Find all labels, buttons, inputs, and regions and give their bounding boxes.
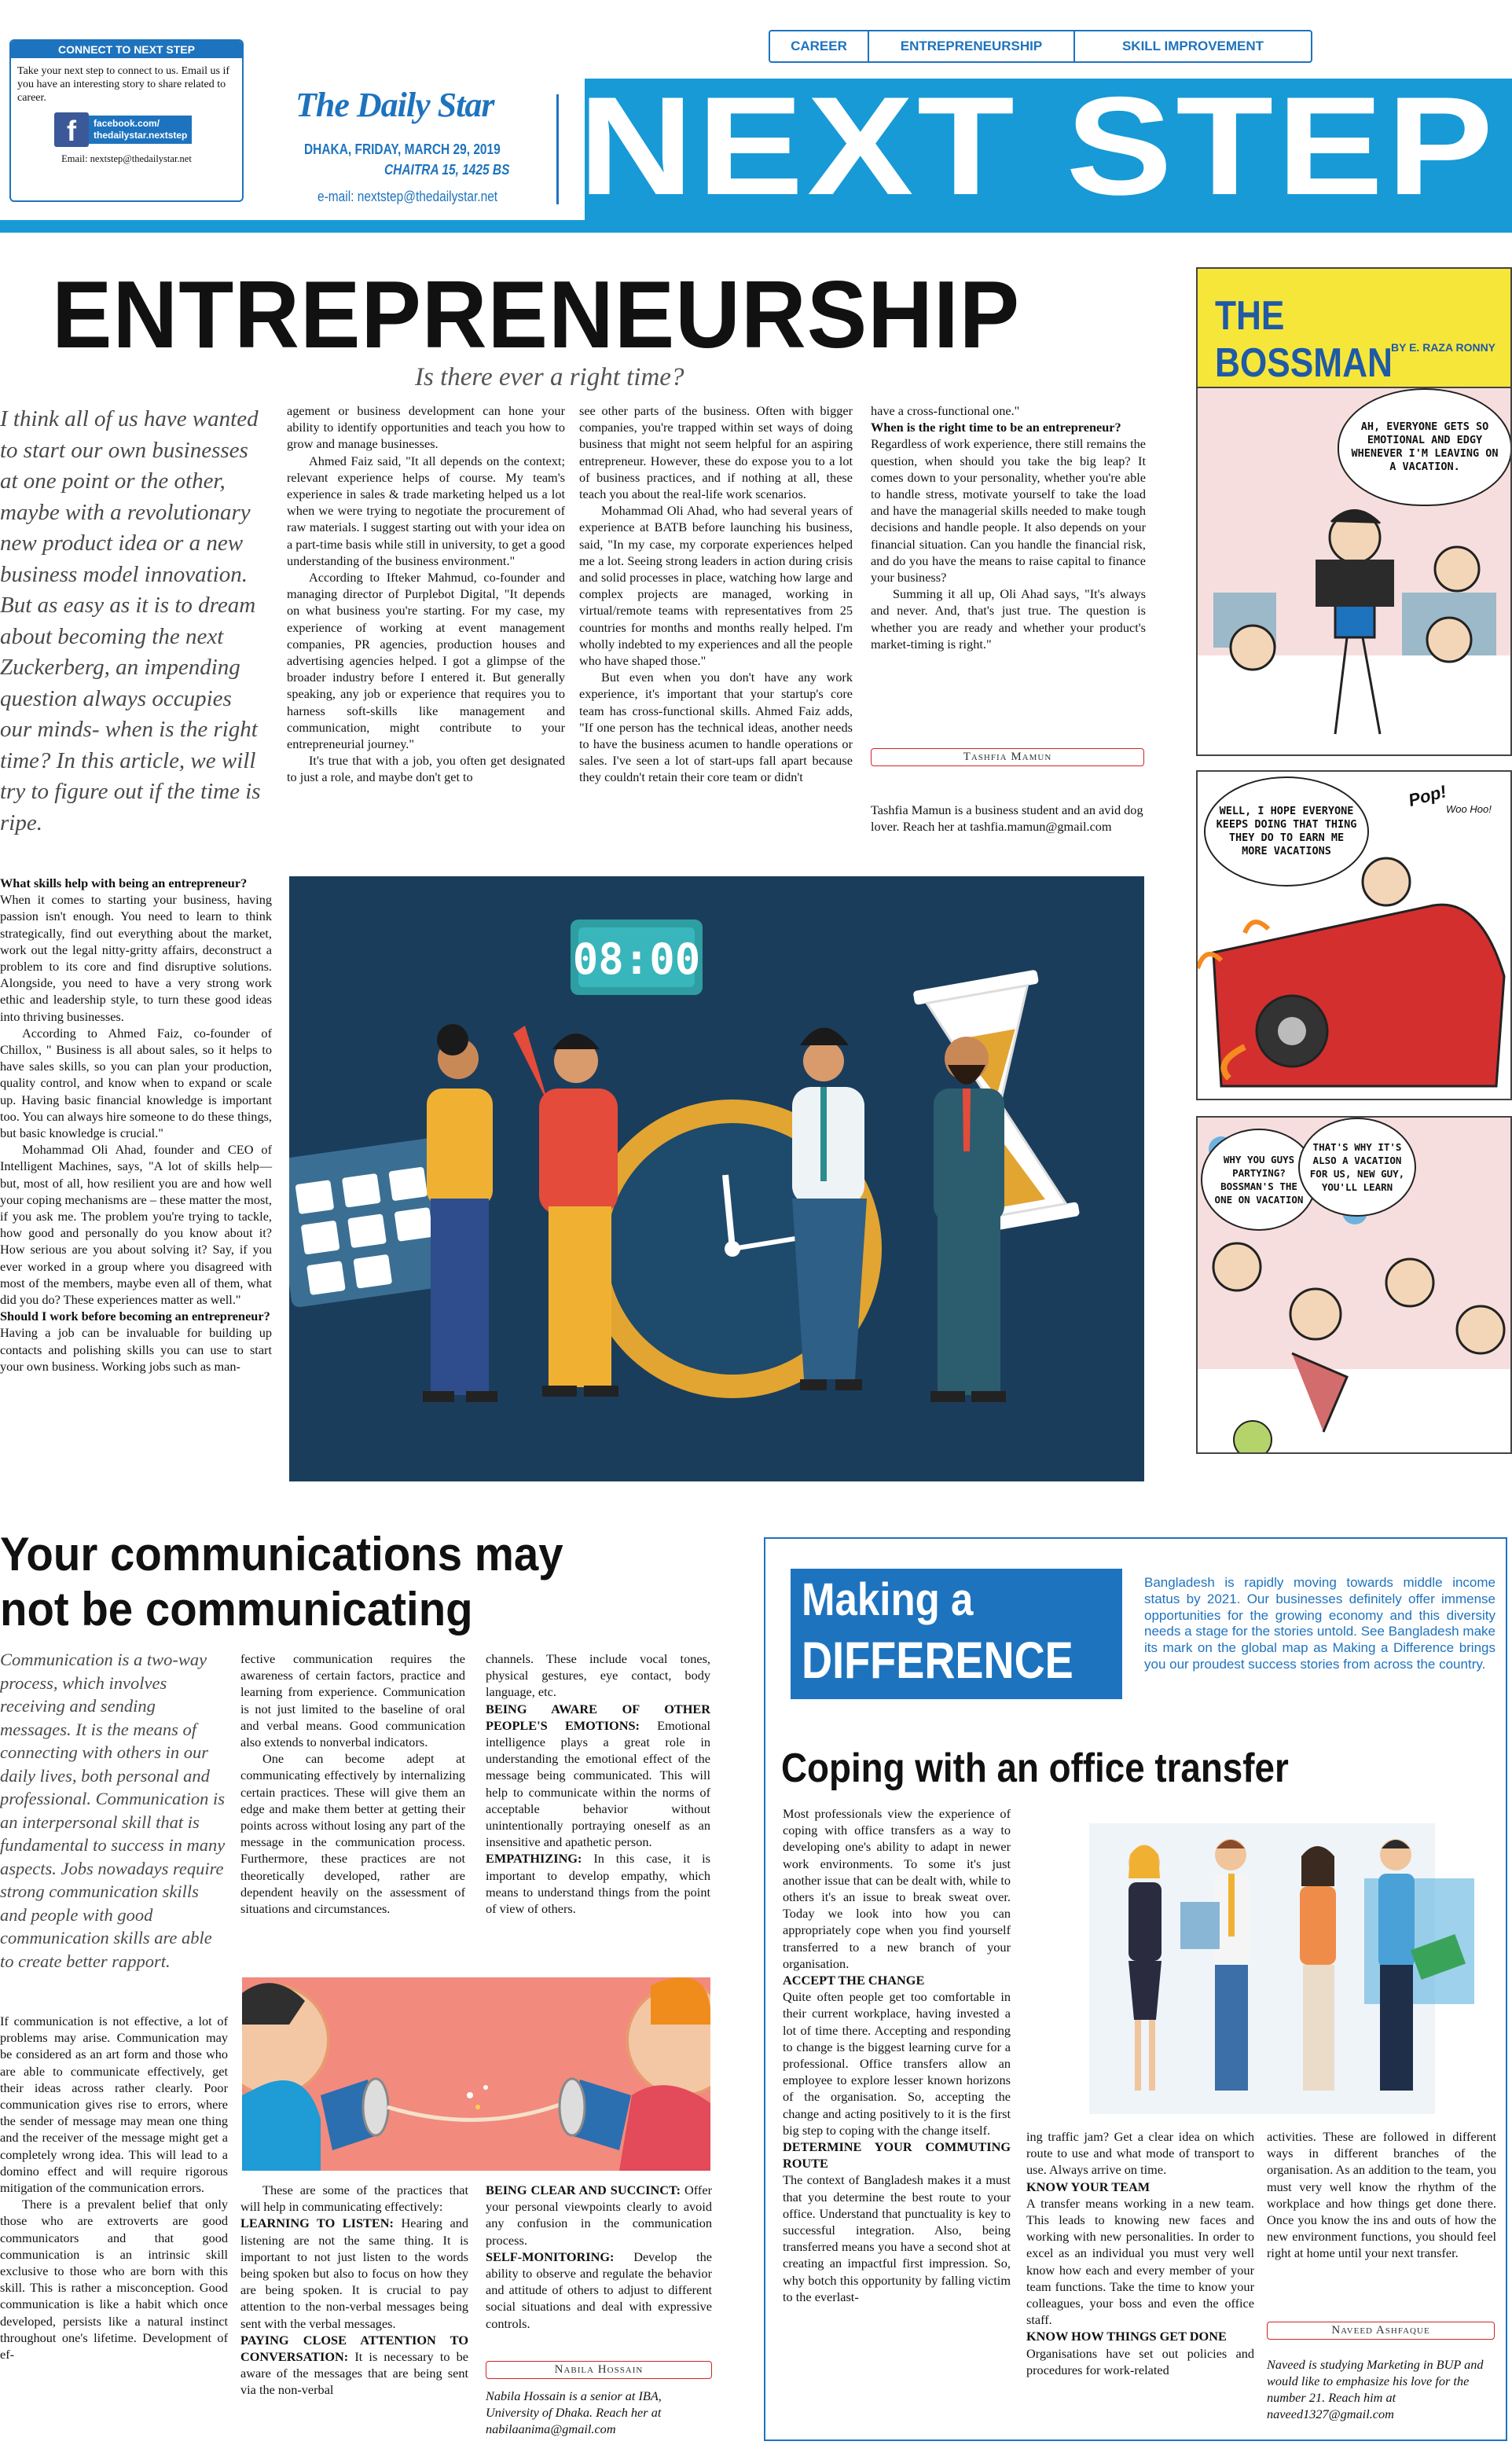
comm-paragraph: If communication is not effective, a lot of problems may arise. Communication may be considered as an art form and those who are able to communicate effectively, get their ideas across rather clearly. Poor communication gives rise to errors, where the sender of message may mean one thing and the receiver of the message might get a completely wrong idea. This will lead to a domino effect and will require rigorous mitigation of the communication errors. <box>0 2014 228 2196</box>
col2-paragraph: It's true that with a job, you often get designated to just a role, and maybe don't get to <box>287 753 565 785</box>
comm-heading: PAYING CLOSE ATTENTION TO CONVERSATION: <box>240 2332 468 2365</box>
col3-paragraph: see other parts of the business. Often with bigger companies, you're trapped within set ways of doing business that might not seem helpful for an aspiring entrepreneur. However, these do expose you to a lot of business practices, and if nothing at all, these teach you about the real-life work scenarios. <box>579 403 853 502</box>
comm-paragraph: It is necessary to be aware of the messages that are being sent via the non-verbal <box>240 2349 468 2398</box>
office-paragraph: Quite often people get too comfortable in their current workplace, having invested a lot of time there. Accepting and responding to change is the biggest learning curve for a professional. Office transfers allow an employee to explore lesser known horizons of the organisation. So, accepting the change and acting positively to it is the first big step to coping with the change itself. <box>783 1989 1011 2138</box>
byline-tashfia: Tashfia Mamun <box>871 748 1144 766</box>
communication-intro: Communication is a two-way process, which involves receiving and sending messages. It is the means of connecting with others in our daily lives, both personal and professional. Communication is an interpersonal skill that is fundamental to success in many aspects. Jobs nowadays require strong communication skills and people with good communication skills are able to create better rapport. <box>0 1650 226 1971</box>
office-paragraph: Organisations have set out policies and procedures for work-related <box>1026 2345 1254 2377</box>
comm-heading: SELF-MONITORING: <box>486 2249 615 2264</box>
byline-naveed: Naveed Ashfaque <box>1267 2322 1495 2340</box>
entrepreneurship-col3 <box>579 402 853 786</box>
connect-box-email[interactable]: Email: nextstep@thedailystar.net <box>61 153 192 164</box>
person-woman-white <box>792 1028 867 1391</box>
comm-paragraph: Hearing and listening are not the same thing. It is important to not just listen to the words being spoken but also to focus on how they are being spoken. It is crucial to pay attention to the non-verbal messages being sent with the verbal messages. <box>240 2216 468 2331</box>
bossman-title: THE BOSSMAN <box>1215 293 1393 386</box>
entrepreneurship-col2 <box>287 402 565 786</box>
col4-paragraph: have a cross-functional one." <box>871 403 1020 418</box>
comm-paragraph: In this case, it is important to develop empathy, which means to understand things from the point of view of others. <box>486 1851 710 1917</box>
connect-box-text: Take your next step to connect to us. Email us if you have an interesting story to share related to career. <box>17 65 230 104</box>
making-difference-blurb: Bangladesh is rapidly moving towards middle income status by 2021. Our businesses definitely offer immense opportunities for the growing economy and this diversity needs a stage for the stories untold. See Bangladesh make its mark on the global map as Making a Difference brings you our proudest success stories from across the country. <box>1144 1575 1495 1672</box>
comic-panel-3 <box>1196 1116 1512 1454</box>
comm-paragraph: These are some of the practices that will help in communicating effectively: <box>240 2183 468 2215</box>
person-man-red <box>513 1026 618 1397</box>
comm-heading: LEARNING TO LISTEN: <box>240 2216 394 2231</box>
tab-entrepreneurship[interactable]: ENTREPRENEURSHIP <box>869 30 1075 63</box>
communication-illustration <box>242 1977 710 2171</box>
person-woman-2 <box>1300 1846 1336 2091</box>
communication-title-line1: Your communications may <box>0 1528 563 1580</box>
comm-paragraph: fective communication requires the awareness of certain factors, practice and learning from experience. Communication is not just limited to the baseline of oral and verbal means. Good communication also extends to nonverbal indicators. <box>240 1651 465 1750</box>
byline-nabila: Nabila Hossain <box>486 2361 712 2379</box>
col1-paragraph: Having a job can be invaluable for building up contacts and polishing skills you can use to start your own business. Working jobs such as man- <box>0 1325 272 1374</box>
header-divider <box>556 94 559 204</box>
section-tabs <box>769 30 1312 63</box>
connect-box-title: CONNECT TO NEXT STEP <box>11 41 242 58</box>
col2-paragraph: According to Ifteker Mahmud, co-founder and managing director of Purplebot Digital, "It depends on what business you're starting. For my case, my experience of working at event management companies, PR agencies, production houses and advertising agencies helped. I got a glimpse of the broader industry before I entered it. But generally speaking, any job or experience that requires you to harness soft-skills like management and communication, might contribute to your entrepreneurial journey." <box>287 570 565 752</box>
speech-bubble-4: THAT'S WHY IT'S ALSO A VACATION FOR US, NEW GUY, YOU'LL LEARN <box>1298 1118 1416 1217</box>
bossman-author: BY E. RAZA RONNY <box>1391 341 1496 354</box>
facebook-icon: f <box>54 112 89 147</box>
office-heading: ACCEPT THE CHANGE <box>783 1973 925 1988</box>
col4-paragraph: Summing it all up, Oli Ahad says, "It's always and never. And, that's just true. The question is whether you are ready and whether your product's market-timing is right." <box>871 586 1146 652</box>
bio-nabila: Nabila Hossain is a senior at IBA, University of Dhaka. Reach her at nabilaanima@gmail.com <box>486 2388 662 2436</box>
col1-heading-skills: What skills help with being an entrepreneur? <box>0 876 248 890</box>
office-heading: DETERMINE YOUR COMMUTING ROUTE <box>783 2139 1011 2171</box>
comm-paragraph: One can become adept at communicating effectively by internalizing certain practices. These will give them an edge and make them better at getting their points across without losing any part of the message in the communication process. Furthermore, these practices are not theoretically developed, rather are dependent heavily on the assessment of situations and circumstances. <box>240 1751 465 1917</box>
comic-panel-1 <box>1196 387 1512 756</box>
tab-skill-improvement[interactable]: SKILL IMPROVEMENT <box>1075 30 1312 63</box>
tab-career[interactable]: CAREER <box>769 30 869 63</box>
office-col1 <box>783 1805 1011 2305</box>
bio-naveed: Naveed is studying Marketing in BUP and would like to emphasize his love for the number 21. Reach him at naveed1327@gmail.com <box>1267 2357 1484 2421</box>
facebook-line1: facebook.com/ <box>94 118 160 129</box>
entrepreneurship-col4 <box>871 402 1146 652</box>
header-email[interactable]: e-mail: nextstep@thedailystar.net <box>317 189 498 204</box>
comm-paragraph: Develop the ability to observe and regulate the behavior and attitude of others to adjust to different social situations and deal with expressive controls. <box>486 2249 712 2331</box>
office-heading: KNOW YOUR TEAM <box>1026 2179 1151 2194</box>
col3-paragraph: But even when you don't have any work experience, it's important that your startup's core team has cross-functional skills. Ahmed Faiz adds, "If one person has the technical ideas, another needs to have the business acumen to handle operations or sales. I've seen a lot of start-ups fall apart because they couldn't retain their core team or didn't <box>579 670 853 785</box>
comm-heading: BEING CLEAR AND SUCCINCT: <box>486 2183 681 2197</box>
comm-heading: BEING AWARE OF OTHER PEOPLE'S EMOTIONS: <box>486 1701 710 1733</box>
office-illustration <box>1026 1808 1498 2114</box>
masthead-title: NEXT STEP <box>578 68 1497 224</box>
comm-paragraph: channels. These include vocal tones, physical gestures, eye contact, body language, etc. <box>486 1651 710 1700</box>
office-transfer-title: Coping with an office transfer <box>781 1746 1289 1791</box>
office-paragraph: activities. These are followed in different ways in different branches of the organisation. As an addition to the team, you must very well know the rhythm of the workplace and how things get done there. Once you know the ins and outs of how the new environment functions, you should feel right at home until your next transfer. <box>1267 2129 1496 2261</box>
speech-bubble-3: WHY YOU GUYS PARTYING? BOSSMAN'S THE ONE ON VACATION <box>1201 1129 1317 1231</box>
entrepreneurship-subtitle: Is there ever a right time? <box>415 363 684 391</box>
comm-heading: EMPATHIZING: <box>486 1851 582 1867</box>
person-woman-left <box>423 1024 497 1402</box>
date-line-1: DHAKA, FRIDAY, MARCH 29, 2019 <box>304 141 501 157</box>
entrepreneurship-col1 <box>0 875 272 1375</box>
col1-paragraph: According to Ahmed Faiz, co-founder of Chillox, " Business is all about sales, so it helps to have sales skills, so you can plan your production, quality control, and know when to expand or scale up. Having basic financial knowledge is important too. You can always hire someone to do these things, but basic knowledge is crucial." <box>0 1025 272 1141</box>
col3-paragraph: Mohammad Oli Ahad, who had several years of experience at BATB before launching his business, said, "In my case, my corporate experiences helped me a lot. Seeing strong leaders in action during crisis and solid processes in place, watching how large and complex projects are managed, working in virtual/remote teams with representatives from 25 countries for months and months really helped. I'm wholly indebted to my experiences and all the people who have shaped those." <box>579 503 853 669</box>
connect-box <box>9 39 244 202</box>
communication-col3 <box>486 1650 710 1917</box>
col4-paragraph: Regardless of work experience, there still remains the question, when should you take the big leap? It comes down to your personality, whether you're able to handle stress, motivate yourself to take the load and have the managerial skills needed to make tough decisions and handle people. It also depends on your financial situation. Can you handle the financial risk, and do you have the means to raise capital to finance your business? <box>871 436 1146 586</box>
office-paragraph: The context of Bangladesh makes it a must that you determine the best route to your office. Understand that punctuality is key to successful integration. Also, being transferred means you have a second shot at creating an impactful first impression. So, why botch this opportunity by falling victim to the everlast- <box>783 2172 1011 2304</box>
entrepreneurship-illustration <box>289 876 1144 1481</box>
office-heading: KNOW HOW THINGS GET DONE <box>1026 2329 1227 2344</box>
bossman-comic <box>1196 267 1512 1489</box>
bio-tashfia: Tashfia Mamun is a business student and an avid dog lover. Reach her at tashfia.mamun@gmail.com <box>871 802 1143 834</box>
daily-star-logo: The Daily Star <box>295 86 494 124</box>
comm-paragraph: There is a prevalent belief that only those who are extroverts are good communicators and that good communication is an intrinsic skill exclusive to those who are born with this skill. This is rather a misconception. Good communication is like a habit which once developed, persists like a natural instinct throughout one's lifetime. Development of ef- <box>0 2197 228 2362</box>
office-paragraph: A transfer means working in a new team. This leads to knowing new faces and working with new personalities. In order to excel as an individual you must very well know how each and every member of your team functions. Take the time to know your colleagues, your boss and even the office staff. <box>1026 2195 1254 2328</box>
speech-bubble-1: AH, EVERYONE GETS SO EMOTIONAL AND EDGY WHENEVER I'M LEAVING ON A VACATION. <box>1338 388 1512 506</box>
office-paragraph: ing traffic jam? Get a clear idea on which route to use and what mode of transport to use. Always arrive on time. <box>1026 2129 1254 2178</box>
facebook-line2: thedailystar.nextstep <box>94 130 188 141</box>
speech-bubble-2: WELL, I HOPE EVERYONE KEEPS DOING THAT THING THEY DO TO EARN ME MORE VACATIONS <box>1204 776 1369 887</box>
office-paragraph: Most professionals view the experience of coping with office transfers as a way to developing one's ability to adapt in newer work environments. To some it's just another issue that can be dealt with, while to others it's an issue to break sweat over. Today we look into how you can appropriately cope when you find yourself transferred to a new branch of your organisation. <box>783 1806 1011 1971</box>
clock-display: 08:00 <box>572 934 701 984</box>
office-col2 <box>1026 2128 1254 2378</box>
communication-col2 <box>240 1650 465 1917</box>
person-man-suit <box>930 1037 1006 1402</box>
col2-paragraph: Ahmed Faiz said, "It all depends on the context; relevant experience helps of course. My team's experience in sales & trade marketing helped us a lot when we were trying to negotiate the procurement of raw materials. I suggest starting out with your idea on a part-time basis while still in university, to get a good understanding of the business environment." <box>287 453 565 568</box>
col4-heading: When is the right time to be an entrepreneur? <box>871 420 1121 435</box>
communication-low-col2 <box>240 2182 468 2399</box>
col1-paragraph: When it comes to starting your business, having passion isn't enough. You need to learn to think strategically, find out everything about the market, work out the legal nitty-gritty affairs, deconstruct a problem to its core and find disruptive solutions. Alongside, you need to have a very strong work ethic and leadership style, to turn these good ideas into thriving businesses. <box>0 892 272 1024</box>
col1-paragraph: Mohammad Oli Ahad, founder and CEO of Intelligent Machines, says, "A lot of skills help—but, most of all, how resilient you are and how well your coping mechanisms are – these matter the most, if you ask me. The problem you're trying to tackle, how good and personally do you know about it? How serious are you about solving it? Say, if you ever worked in a group where you disagreed with most of the members, maybe even all of them, what did you do? These experiences matter as well." <box>0 1142 272 1308</box>
comic-panel-2 <box>1196 770 1512 1100</box>
comm-paragraph: Emotional intelligence plays a great role in understanding the emotional effect of the message being communicated. This will help to communicate within the norms of acceptable behavior without unintentionally portraying oneself as an insensitive and apathetic person. <box>486 1717 710 1850</box>
date-line-2: CHAITRA 15, 1425 BS <box>384 162 510 178</box>
logo-line-2: DIFFERENCE <box>802 1631 1073 1689</box>
facebook-link[interactable] <box>54 112 242 147</box>
communication-col1 <box>0 2013 228 2362</box>
col2-paragraph: agement or business development can hone your ability to identify opportunities and teach you how to grow and manage businesses. <box>287 403 565 452</box>
entrepreneurship-intro: I think all of us have wanted to start our own businesses at one point or the other, maybe with a revolutionary new product idea or a new business model innovation. But as easy as it is to dream about becoming the next Zuckerberg, an impending question always occupies our minds- when is the right time? In this article, we will try to figure out if the time is ripe. <box>0 406 261 835</box>
communication-low-col3 <box>486 2182 712 2332</box>
making-difference-logo <box>791 1569 1122 1699</box>
office-col3 <box>1267 2128 1496 2262</box>
pop-sound: Pop! <box>1406 781 1449 810</box>
comm-paragraph: Offer your personal viewpoints clearly to avoid any confusion in the communication process. <box>486 2183 713 2248</box>
woohoo-sound: Woo Hoo! <box>1446 803 1492 815</box>
col1-heading-work: Should I work before becoming an entrepreneur? <box>0 1309 270 1324</box>
logo-line-1: Making a <box>802 1574 974 1625</box>
entrepreneurship-title: ENTREPRENEURSHIP <box>52 261 1021 368</box>
communication-title-line2: not be communicating <box>0 1583 473 1636</box>
